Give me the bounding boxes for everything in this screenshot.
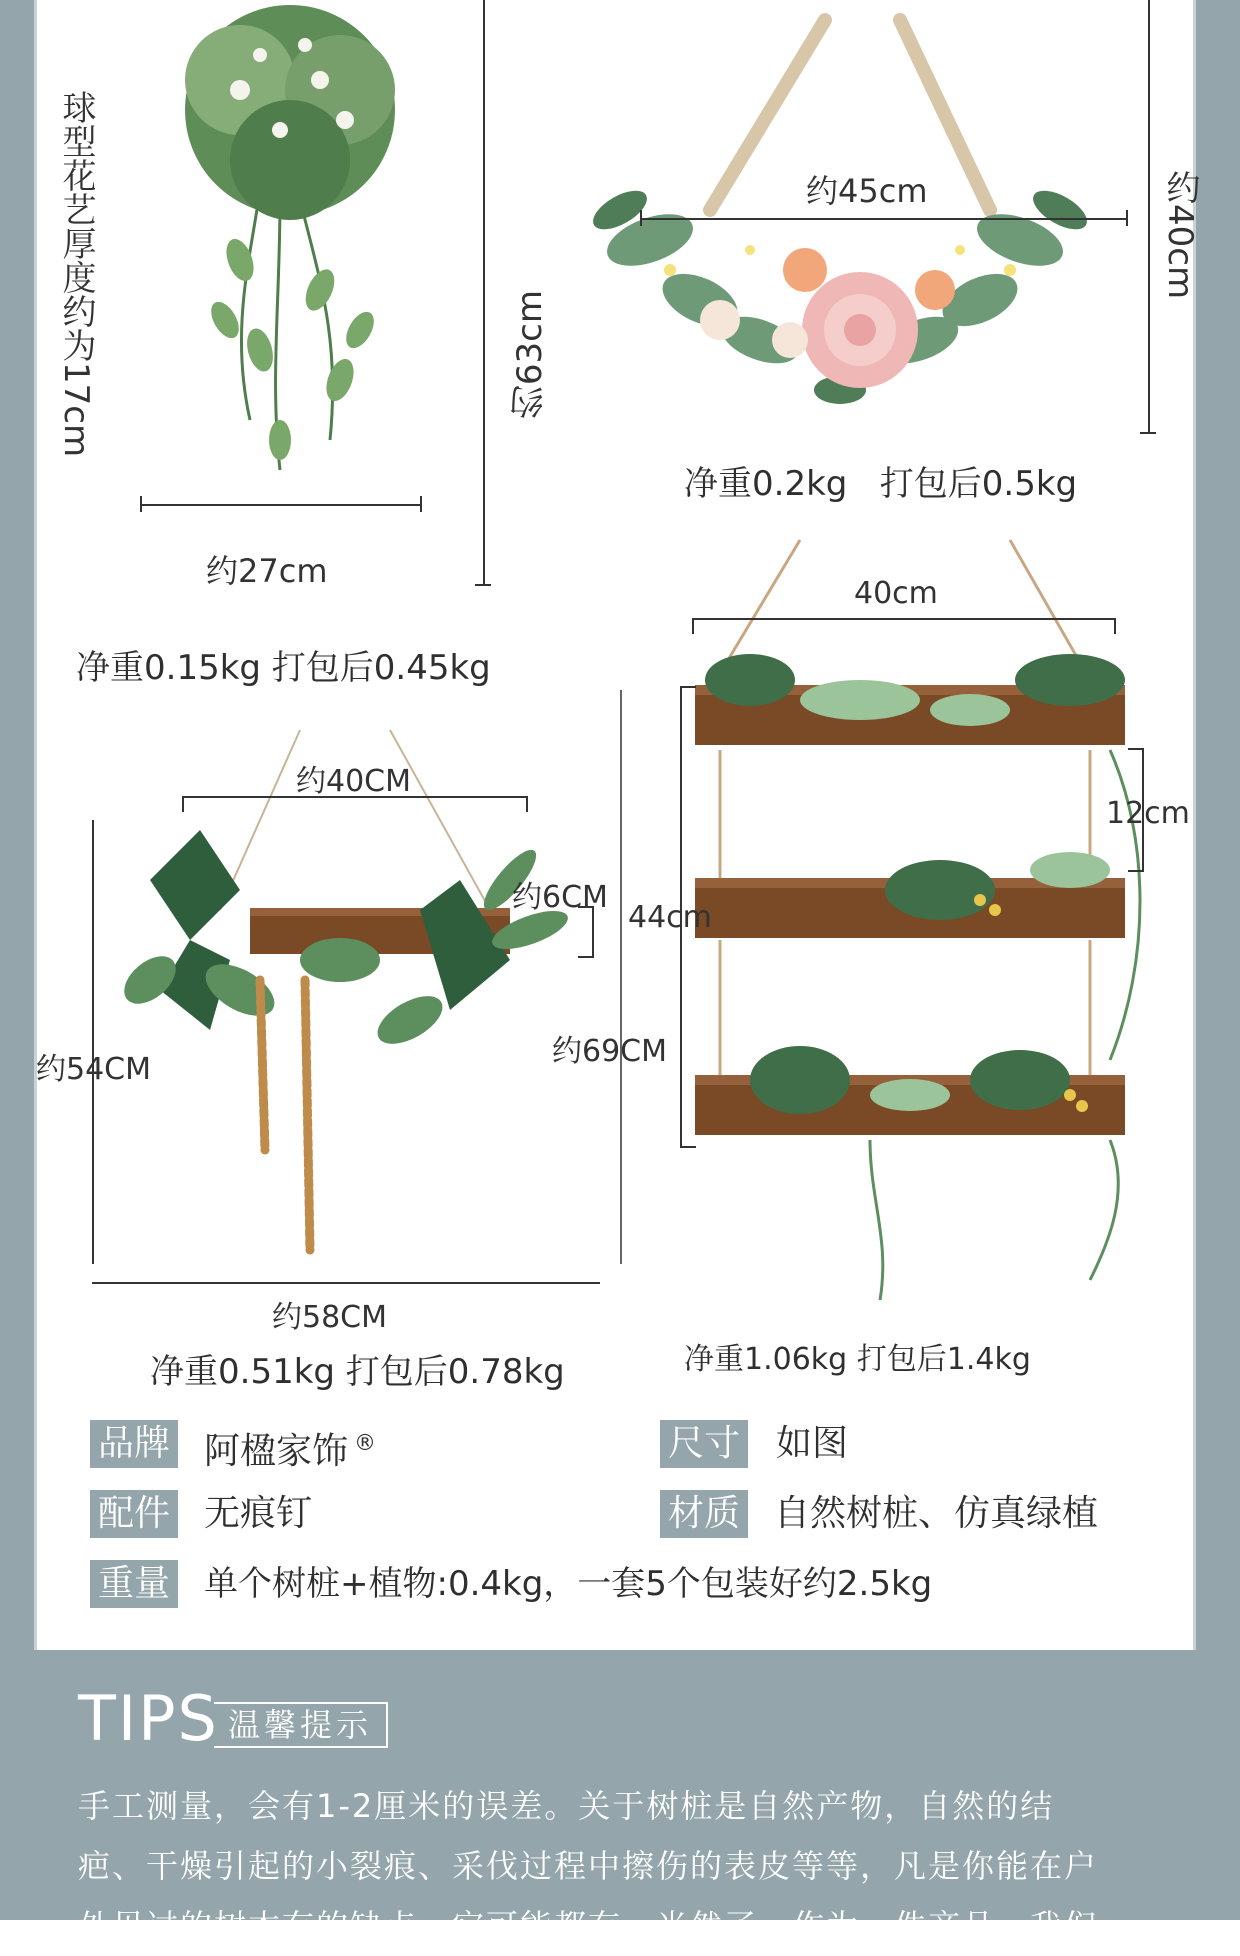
spec-size-value: 如图: [776, 1423, 849, 1464]
wreath-width-tick-right: [1126, 210, 1128, 226]
tips-section: [34, 1650, 1196, 1945]
wreath-weight-label: 净重0.2kg 打包后0.5kg: [684, 464, 1078, 504]
tips-line-3: 外见过的树木有的缺点，它可能都有。当然了，作为一件产品，我们: [78, 1907, 1099, 1945]
single-total-width-line: [92, 1282, 600, 1284]
single-board-illustration: [90, 730, 610, 1270]
triple-board-illustration: [690, 540, 1190, 1320]
single-depth-label: 约6CM: [512, 880, 608, 915]
single-height-line: [92, 820, 94, 1264]
wreath-width-label: 约45cm: [806, 172, 928, 210]
wreath-width-tick-left: [640, 210, 642, 226]
spec-size-tag: 尺寸: [660, 1420, 748, 1468]
wreath-width-line: [640, 218, 1128, 220]
spec-material-tag: 材质: [660, 1490, 748, 1538]
triple-width-label: 40cm: [854, 576, 938, 611]
triple-gap-label: 12cm: [1106, 796, 1190, 831]
triple-gap-tick-bottom: [1128, 870, 1144, 872]
ball-thickness-label: 球型花艺厚度约为17cm: [56, 90, 96, 458]
tips-title-cn: 温馨提示: [214, 1702, 388, 1748]
single-width-tick-left: [182, 796, 184, 812]
ball-width-tick-right: [420, 496, 422, 512]
wreath-height-tick: [1140, 432, 1156, 434]
tips-title-en: TIPS: [78, 1682, 219, 1755]
spec-accessory-value: 无痕钉: [204, 1493, 313, 1534]
ball-height-label: 约63cm: [510, 290, 550, 420]
triple-height-tick-top: [680, 686, 696, 688]
wreath-illustration: [560, 0, 1120, 440]
tips-line-1: 手工测量，会有1-2厘米的误差。关于树桩是自然产物，自然的结: [78, 1787, 1055, 1825]
tips-line-2: 疤、干燥引起的小裂痕、采伐过程中擦伤的表皮等等，凡是你能在户: [78, 1847, 1099, 1885]
single-height-label: 约54CM: [36, 1052, 152, 1087]
spec-brand-text: 阿楹家饰: [204, 1431, 349, 1472]
ball-width-line: [140, 504, 422, 506]
spec-brand-tag: 品牌: [90, 1420, 178, 1468]
ball-height-line: [483, 0, 485, 586]
wreath-height-line: [1148, 0, 1150, 434]
ball-width-tick-left: [140, 496, 142, 512]
single-depth-tick-bottom: [578, 956, 594, 958]
triple-height-label: 约69CM: [552, 1034, 668, 1069]
triple-gap-tick-top: [1128, 748, 1144, 750]
wreath-height-label: 约40cm: [1160, 170, 1200, 300]
triple-height-tick-bottom: [680, 1146, 696, 1148]
spec-brand-value: [204, 1420, 376, 1476]
triple-width-tick-left: [692, 618, 694, 634]
registered-mark: ®: [354, 1431, 377, 1456]
frame-inner-left: [34, 0, 37, 1650]
triple-weight-label: 净重1.06kg 打包后1.4kg: [684, 1342, 1031, 1377]
single-weight-label: 净重0.51kg 打包后0.78kg: [150, 1352, 565, 1392]
single-width-tick-right: [526, 796, 528, 812]
spec-weight-value: 单个树桩+植物:0.4kg，一套5个包装好约2.5kg: [204, 1564, 933, 1604]
triple-width-line: [692, 618, 1116, 620]
triple-width-tick-right: [1114, 618, 1116, 634]
spec-weight-tag: 重量: [90, 1560, 178, 1608]
spec-material-value: 自然树桩、仿真绿植: [774, 1493, 1099, 1534]
ball-weight-label: 净重0.15kg 打包后0.45kg: [76, 648, 491, 688]
single-right-guide: [620, 690, 622, 1264]
ball-width-label: 约27cm: [206, 552, 328, 590]
ball-plant-illustration: [130, 0, 450, 560]
single-total-width-label: 约58CM: [272, 1300, 388, 1335]
triple-mid-height-label: 44cm: [628, 900, 712, 935]
tips-body: [78, 1776, 1168, 1956]
spec-accessory-tag: 配件: [90, 1490, 178, 1538]
frame-left-border: [0, 0, 34, 1920]
single-width-label: 约40CM: [296, 764, 412, 799]
ball-height-tick: [475, 584, 491, 586]
